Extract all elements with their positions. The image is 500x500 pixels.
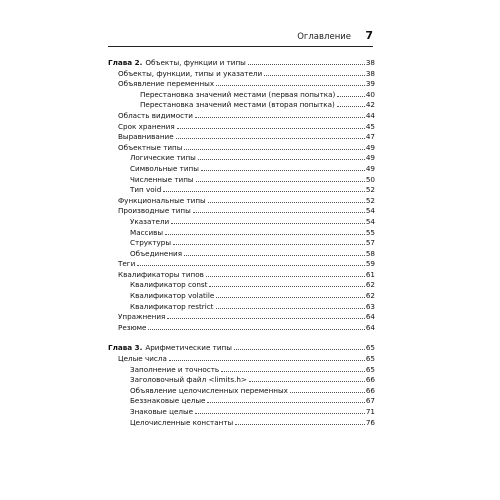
entry-title: Знаковые целые <box>130 407 194 416</box>
entry-page-number: 65 <box>365 354 375 364</box>
entry-title: Квалификатор restrict <box>130 301 214 311</box>
dot-leader <box>195 407 365 414</box>
entry-page-number: 67 <box>365 396 375 406</box>
entry-title: Целочисленные константы <box>130 417 234 427</box>
dot-leader <box>264 69 365 76</box>
entry-title: Срок хранения <box>118 121 175 131</box>
entry-page-number: 49 <box>365 163 375 173</box>
dot-leader <box>184 143 364 150</box>
dot-leader <box>290 386 365 393</box>
toc-entry <box>108 122 375 133</box>
entry-title: Объявление переменных <box>118 79 215 89</box>
entry-title: Квалификаторы типов <box>118 269 204 279</box>
entry-title: Объекты, функции, типы и указатели <box>118 68 263 78</box>
entry-page-number: 62 <box>365 280 375 290</box>
dot-leader <box>193 206 365 213</box>
entry-page-number: 38 <box>365 58 375 67</box>
dot-leader <box>208 196 365 203</box>
entry-page-number: 38 <box>365 68 375 78</box>
entry-page-number: 49 <box>365 142 375 152</box>
dot-leader <box>234 343 365 350</box>
toc-entry <box>108 206 375 217</box>
toc-entry <box>108 291 375 302</box>
dot-leader <box>195 111 365 118</box>
dot-leader <box>196 175 365 182</box>
entry-title: Выравнивание <box>118 132 174 142</box>
dot-leader <box>216 302 365 309</box>
entry-title: Структуры <box>130 238 172 248</box>
entry-page-number: 42 <box>365 100 375 110</box>
dot-leader <box>176 132 365 139</box>
entry-title: Объединения <box>130 248 183 258</box>
entry-title: Резюме <box>118 322 147 332</box>
toc-entry <box>108 111 375 122</box>
table-of-contents <box>108 58 375 428</box>
toc-entry <box>108 217 375 228</box>
entry-title: Указатели <box>130 216 170 226</box>
dot-leader <box>221 365 365 372</box>
entry-page-number: 52 <box>365 185 375 195</box>
entry-page-number: 64 <box>365 322 375 332</box>
entry-title: Перестановка значений местами (первая попытка) <box>140 89 336 99</box>
toc-entry <box>108 132 375 143</box>
dot-leader <box>337 90 364 97</box>
entry-title: Теги <box>118 259 136 269</box>
entry-page-number: 61 <box>365 269 375 279</box>
entry-page-number: 54 <box>365 206 375 216</box>
entry-page-number: 65 <box>365 343 375 353</box>
entry-page-number: 71 <box>365 407 375 416</box>
dot-leader <box>207 396 364 403</box>
toc-entry <box>108 323 375 334</box>
toc-entry <box>108 418 375 429</box>
dot-leader <box>148 323 364 330</box>
entry-page-number: 47 <box>365 132 375 142</box>
entry-title: Квалификатор const <box>130 280 208 290</box>
dot-leader <box>169 354 365 361</box>
dot-leader <box>201 164 365 171</box>
toc-entry <box>108 238 375 249</box>
entry-page-number: 65 <box>365 364 375 374</box>
dot-leader <box>235 418 365 425</box>
toc-entry <box>108 259 375 270</box>
dot-leader <box>216 79 365 86</box>
entry-page-number: 57 <box>365 238 375 248</box>
toc-entry <box>108 100 375 111</box>
toc-entry <box>108 143 375 154</box>
toc-entry <box>108 175 375 186</box>
dot-leader <box>198 153 365 160</box>
dot-leader <box>171 217 365 224</box>
toc-entry <box>108 249 375 260</box>
dot-leader <box>337 100 365 107</box>
entry-title: Объявление целочисленных переменных <box>130 385 288 395</box>
toc-entry <box>108 270 375 281</box>
entry-title: Символьные типы <box>130 163 199 173</box>
entry-page-number: 76 <box>365 417 375 427</box>
dot-leader <box>137 259 365 266</box>
dot-leader <box>184 249 365 256</box>
entry-title: Квалификатор volatile <box>130 291 215 301</box>
entry-title: Область видимости <box>118 110 193 120</box>
dot-leader <box>173 238 365 245</box>
toc-entry <box>108 69 375 80</box>
dot-leader <box>167 312 365 319</box>
page-number: 7 <box>365 29 373 42</box>
entry-page-number: 52 <box>365 195 375 205</box>
dot-leader <box>165 228 365 235</box>
entry-title: Арифметические типы <box>145 343 232 353</box>
toc-entry <box>108 280 375 291</box>
toc-entry <box>108 312 375 323</box>
entry-page-number: 45 <box>365 121 375 131</box>
entry-page-number: 55 <box>365 227 375 237</box>
entry-title: Перестановка значений местами (вторая попытка) <box>140 100 335 110</box>
entry-page-number: 64 <box>365 312 375 322</box>
toc-entry <box>108 302 375 313</box>
toc-entry <box>108 386 375 397</box>
entry-title: Функциональные типы <box>118 195 206 205</box>
entry-page-number: 54 <box>365 216 375 226</box>
dot-leader <box>177 122 365 129</box>
toc-entry <box>108 228 375 239</box>
toc-entry <box>108 396 375 407</box>
entry-title: Заголовочный файл <limits.h> <box>130 375 247 385</box>
toc-chapter-entry <box>108 58 375 69</box>
dot-leader <box>249 375 365 382</box>
toc-entry <box>108 153 375 164</box>
running-header-title: Оглавление <box>297 32 351 42</box>
entry-page-number: 59 <box>365 259 375 269</box>
entry-title: Численные типы <box>130 174 194 184</box>
dot-leader <box>248 58 365 65</box>
dot-leader <box>206 270 365 277</box>
entry-page-number: 49 <box>365 153 375 163</box>
entry-title: Тип void <box>130 185 162 195</box>
entry-title: Производные типы <box>118 206 191 216</box>
entry-title: Упражнения <box>118 312 166 322</box>
toc-entry <box>108 407 375 418</box>
toc-entry <box>108 354 375 365</box>
entry-page-number: 62 <box>365 291 375 301</box>
entry-page-number: 58 <box>365 248 375 258</box>
entry-page-number: 66 <box>365 375 375 385</box>
chapter-number: Глава 3. <box>108 343 143 353</box>
entry-title: Объекты, функции и типы <box>145 58 246 67</box>
toc-entry <box>108 90 375 101</box>
entry-title: Заполнение и точность <box>130 364 220 374</box>
dot-leader <box>216 291 365 298</box>
entry-title: Логические типы <box>130 153 196 163</box>
entry-page-number: 40 <box>365 89 375 99</box>
dot-leader <box>209 280 364 287</box>
toc-entry <box>108 365 375 376</box>
entry-page-number: 50 <box>365 174 375 184</box>
entry-title: Массивы <box>130 227 164 237</box>
toc-entry <box>108 79 375 90</box>
entry-title: Объектные типы <box>118 142 183 152</box>
chapter-number: Глава 2. <box>108 58 143 67</box>
entry-page-number: 66 <box>365 385 375 395</box>
toc-entry <box>108 196 375 207</box>
toc-chapter-entry <box>108 343 375 354</box>
dot-leader <box>163 185 365 192</box>
entry-page-number: 63 <box>365 301 375 311</box>
entry-title: Беззнаковые целые <box>130 396 206 406</box>
entry-page-number: 39 <box>365 79 375 89</box>
entry-page-number: 44 <box>365 110 375 120</box>
entry-title: Целые числа <box>118 354 167 364</box>
toc-entry <box>108 185 375 196</box>
toc-entry <box>108 164 375 175</box>
toc-entry <box>108 375 375 386</box>
page-header <box>108 30 373 47</box>
